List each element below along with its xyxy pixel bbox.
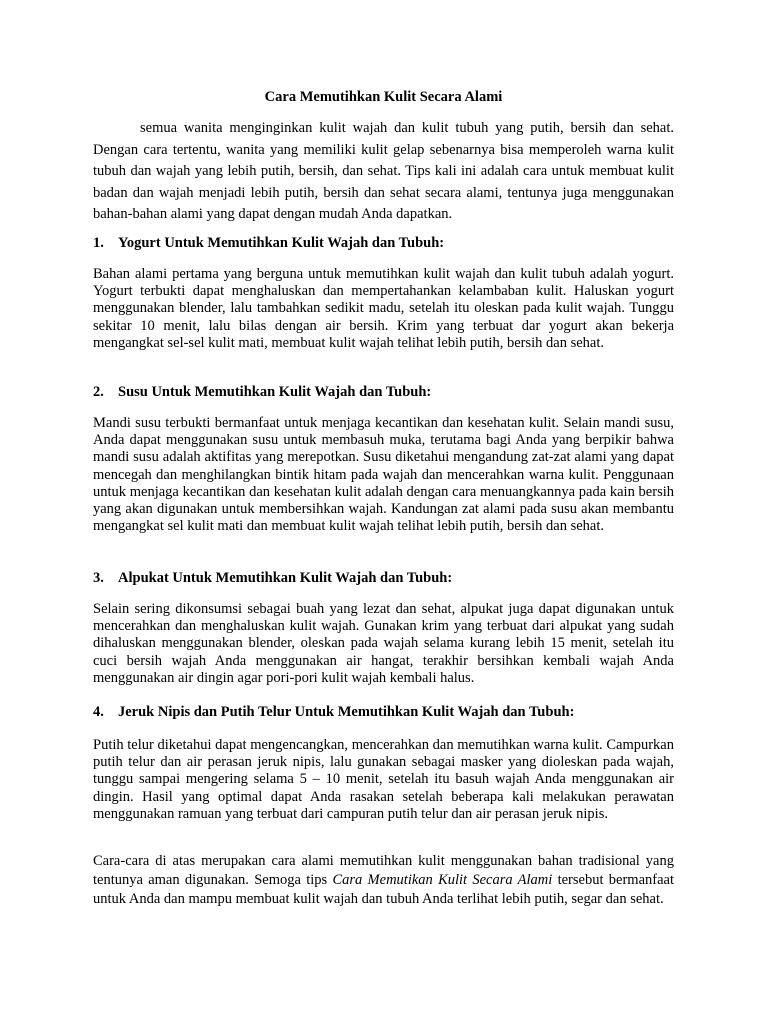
section-heading	[93, 383, 674, 401]
section-title: Jeruk Nipis dan Putih Telur Untuk Memutihkan Kulit Wajah dan Tubuh:	[118, 704, 575, 720]
document-title: Cara Memutihkan Kulit Secara Alami	[264, 89, 503, 105]
section-body: Putih telur diketahui dapat mengencangkan, mencerahkan dan memutihkan warna kulit. Campurkan putih telur dan air perasan jeruk nipis, lalu gunakan sebagai masker yang dioleskan pada wajah, tunggu sampai mengering selama 5 – 10 menit, setelah itu basuh wajah Anda menggunakan air dingin. Hasil yang optimal dapat Anda rasakan setelah beberapa kali melakukan perawatan menggunakan ramuan yang terbuat dari campuran putih telur dan air perasan jeruk nipis.	[93, 737, 674, 822]
section-title: Susu Untuk Memutihkan Kulit Wajah dan Tubuh:	[118, 384, 432, 400]
section-body: Selain sering dikonsumsi sebagai buah yang lezat dan sehat, alpukat juga dapat digunakan untuk mencerahkan dan menghaluskan kulit wajah. Gunakan krim yang terbuat dari alpukat yang sudah dihaluskan menggunakan blender, oleskan pada wajah selama kurang lebih 15 menit, setelah itu cuci bersih wajah Anda menggunakan air hangat, terakhir bersihkan kembali wajah Anda menggunakan air dingin agar pori-pori kulit wajah kembali halus.	[93, 601, 674, 686]
section-number: 3.	[93, 570, 104, 586]
section-heading	[93, 234, 674, 252]
section-title: Yogurt Untuk Memutihkan Kulit Wajah dan Tubuh:	[118, 235, 445, 251]
section-body: Mandi susu terbukti bermanfaat untuk menjaga kecantikan dan kesehatan kulit. Selain mandi susu, Anda dapat menggunakan susu untuk membasuh muka, terutama bagi Anda yang berpikir bahwa mandi susu adalah aktifitas yang merepotkan. Susu diketahui mengandung zat-zat alami yang dapat mencegah dan menghilangkan bintik hitam pada wajah dan mencerahkan warna kulit. Penggunaan untuk menjaga kecantikan dan kesehatan kulit adalah dengan cara menuangkannya pada kain bersih yang akan digunakan untuk membersihkan wajah. Kandungan zat alami pada susu akan membantu mengangkat sel kulit mati dan membuat kulit wajah telihat lebih putih, bersih dan sehat.	[93, 415, 674, 535]
intro-paragraph: semua wanita menginginkan kulit wajah dan kulit tubuh yang putih, bersih dan sehat. Dengan cara tertentu, wanita yang memiliki kulit gelap sebenarnya bisa memperoleh warna kulit tubuh dan wajah yang lebih putih, bersih, dan sehat. Tips kali ini adalah cara untuk membuat kulit badan dan wajah menjadi lebih putih, bersih dan sehat secara alami, tentunya juga menggunakan bahan-bahan alami yang dapat dengan mudah Anda dapatkan.	[93, 120, 674, 222]
closing-text-end: tersebut bermanfaat untuk Anda dan mampu membuat kulit wajah dan tubuh Anda terlihat lebih putih, segar dan sehat.	[93, 872, 674, 907]
closing-emphasis: Cara Memutikan Kulit Secara Alami	[332, 872, 553, 888]
section-number: 2.	[93, 384, 104, 400]
section-title: Alpukat Untuk Memutihkan Kulit Wajah dan Tubuh:	[118, 570, 453, 586]
section-heading	[93, 703, 674, 721]
section-heading	[93, 569, 674, 587]
section-number: 1.	[93, 235, 104, 251]
closing-text-start: Cara-cara di atas merupakan cara alami memutihkan kulit menggunakan bahan tradisional yang tentunya aman digunakan. Semoga tips	[93, 853, 674, 888]
section-body: Bahan alami pertama yang berguna untuk memutihkan kulit wajah dan kulit tubuh adalah yogurt. Yogurt terbukti dapat menghaluskan dan mempertahankan kelambaban kulit. Haluskan yogurt menggunakan blender, lalu tambahkan sedikit madu, setelah itu oleskan pada kulit wajah. Tunggu sekitar 10 menit, lalu bilas dengan air bersih. Krim yang terbuat dar yogurt akan bekerja mengangkat sel-sel kulit mati, membuat kulit wajah telihat lebih putih, bersih dan sehat.	[93, 266, 674, 351]
section-number: 4.	[93, 704, 104, 720]
closing-paragraph	[93, 852, 674, 909]
